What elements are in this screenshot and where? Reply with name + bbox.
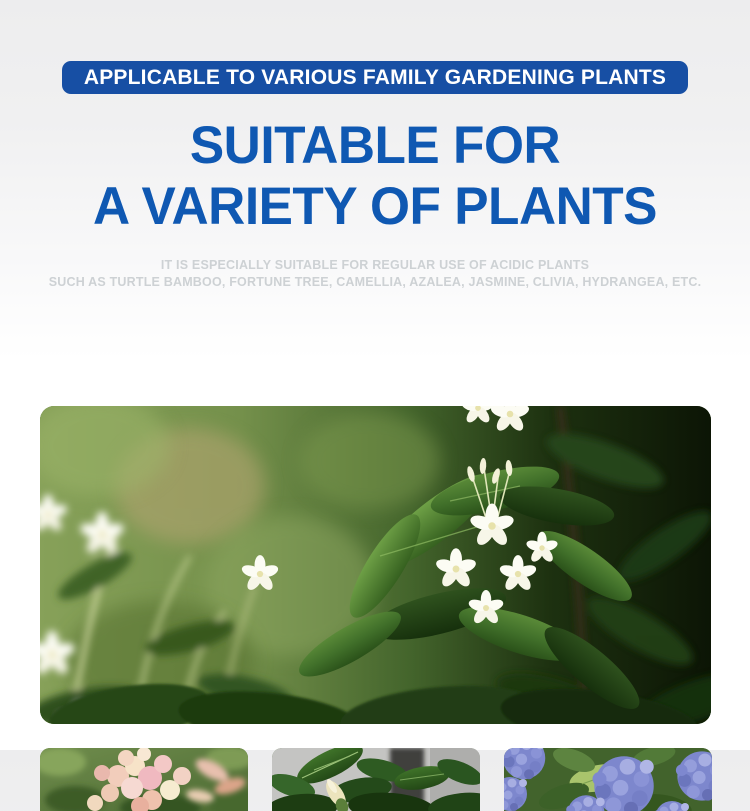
banner-label: APPLICABLE TO VARIOUS FAMILY GARDENING PLANTS <box>83 66 667 89</box>
gardenia-photo <box>272 748 480 811</box>
gardenia-illustration <box>272 748 480 811</box>
blue-hydrangea-photo <box>504 748 712 811</box>
blue-hydrangea-illustration <box>504 748 712 811</box>
page-title-line2: A VARIETY OF PLANTS <box>93 177 657 236</box>
pittosporum-white-flowers-photo <box>40 406 711 724</box>
promo-page <box>0 61 750 811</box>
page-title-line1: SUITABLE FOR <box>189 116 561 175</box>
subtitle <box>0 257 750 291</box>
subtitle-line2: SUCH AS TURTLE BAMBOO, FORTUNE TREE, CAMELLIA, AZALEA, JASMINE, CLIVIA, HYDRANGEA, ETC. <box>48 275 702 289</box>
banner-pill <box>62 61 688 94</box>
pink-hydrangea-illustration <box>40 748 248 811</box>
plant-thumbnails-row <box>40 748 712 811</box>
pittosporum-photo-illustration <box>40 406 711 724</box>
page-title <box>0 115 750 237</box>
subtitle-line1: IT IS ESPECIALLY SUITABLE FOR REGULAR USE OF ACIDIC PLANTS <box>160 258 590 272</box>
pink-hydrangea-photo <box>40 748 248 811</box>
